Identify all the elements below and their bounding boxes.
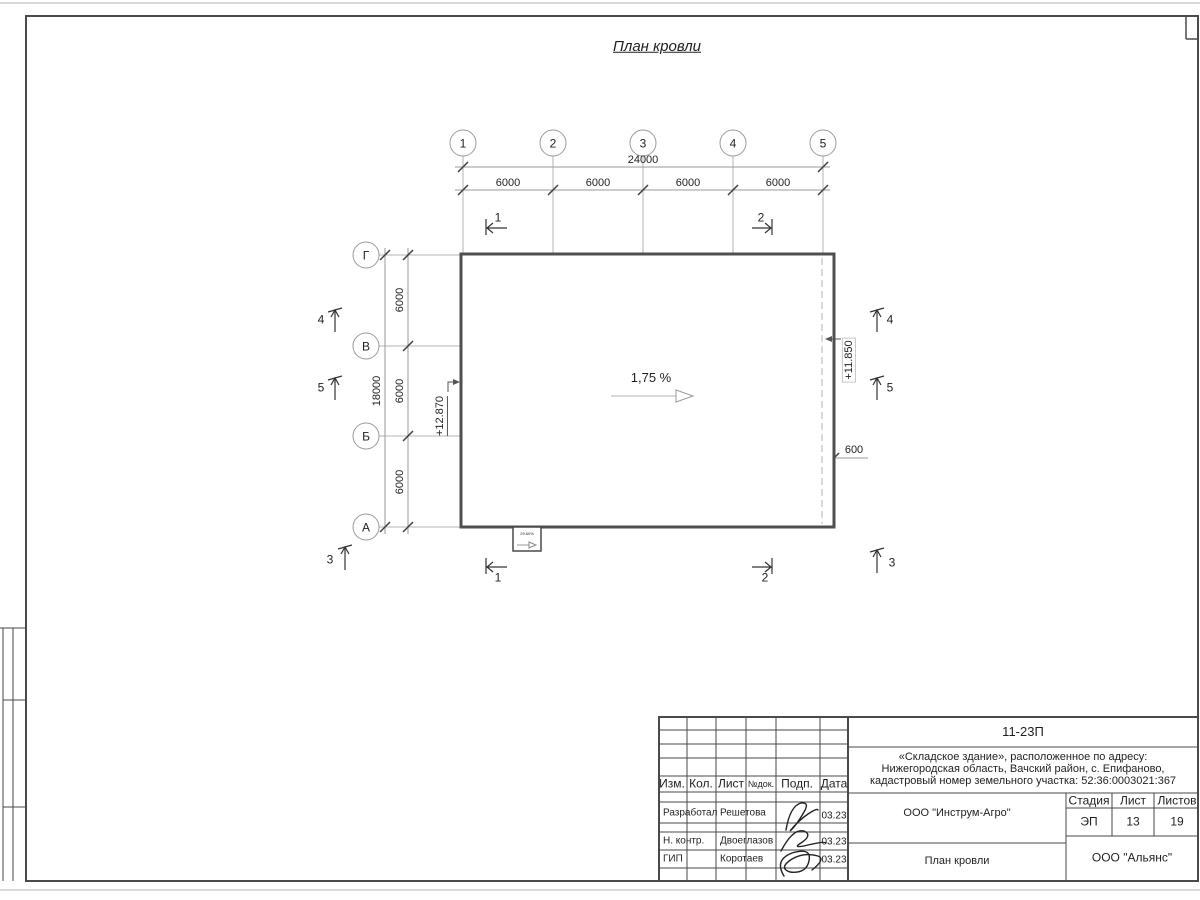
dim-left-seg-2: 6000 bbox=[393, 378, 406, 404]
dim-top-total: 24000 bbox=[627, 153, 659, 166]
section-2-top-label: 2 bbox=[757, 210, 765, 225]
roof-outline bbox=[461, 254, 834, 527]
dim-top-seg-1: 6000 bbox=[495, 176, 521, 189]
row1-role: Разработал bbox=[663, 807, 718, 819]
sheets-value: 19 bbox=[1170, 814, 1184, 829]
section-2-bottom-label: 2 bbox=[761, 570, 769, 585]
row2-role: Н. контр. bbox=[663, 835, 705, 847]
elevation-left: +12.870 bbox=[434, 396, 448, 436]
doc-number: 11-23П bbox=[1002, 723, 1044, 739]
section-1-bottom-label: 1 bbox=[494, 570, 502, 585]
signatures bbox=[780, 803, 826, 876]
project-description-line3: кадастровый номер земельного участка: 52:36:0003021:367 bbox=[869, 774, 1177, 787]
sheet-label: Лист bbox=[1119, 793, 1147, 808]
elevation-right: +11.850 bbox=[843, 337, 855, 382]
col-podp: Подп. bbox=[781, 776, 813, 791]
view-4-left-label: 4 bbox=[317, 312, 325, 327]
view-4-right-arrow-icon bbox=[870, 308, 884, 332]
dim-right-offset: 600 bbox=[844, 443, 864, 456]
col-izm: Изм. bbox=[659, 776, 685, 791]
view-5-right-label: 5 bbox=[886, 380, 894, 395]
col-list: Лист bbox=[717, 776, 745, 791]
axis-label-1: 1 bbox=[459, 136, 467, 151]
sheet-value: 13 bbox=[1126, 814, 1140, 829]
row1-name: Решетова bbox=[720, 807, 766, 819]
left-margin-stamp-lines bbox=[0, 628, 26, 881]
stage-label: Стадия bbox=[1068, 793, 1110, 808]
row2-name: Двоеглазов bbox=[720, 835, 774, 847]
sheets-label: Листов bbox=[1157, 793, 1197, 808]
row1-date: 03.23 bbox=[821, 810, 847, 822]
axis-label-3: 3 bbox=[639, 136, 647, 151]
dim-top-seg-2: 6000 bbox=[585, 176, 611, 189]
view-5-left-arrow-icon bbox=[328, 376, 342, 400]
signature-gip bbox=[780, 851, 820, 876]
section-1-top-label: 1 bbox=[494, 210, 502, 225]
row3-date: 03.23 bbox=[821, 854, 847, 866]
col-data: Дата bbox=[820, 776, 848, 791]
view-3-right-label: 3 bbox=[888, 555, 896, 570]
signature-control bbox=[781, 831, 826, 851]
col-kol: Кол. bbox=[689, 776, 713, 791]
axis-label-5: 5 bbox=[819, 136, 827, 151]
view-3-left-label: 3 bbox=[326, 552, 334, 567]
axis-label-g: Г bbox=[362, 248, 370, 263]
view-5-left-label: 5 bbox=[317, 380, 325, 395]
elevation-leader-left-icon bbox=[448, 379, 460, 392]
view-4-right-label: 4 bbox=[886, 312, 894, 327]
company-name: ООО "Инструм-Агро" bbox=[903, 806, 1011, 819]
axis-label-a: А bbox=[361, 520, 371, 535]
dim-top-seg-4: 6000 bbox=[765, 176, 791, 189]
view-5-right-arrow-icon bbox=[870, 376, 884, 400]
view-3-right-arrow-icon bbox=[870, 548, 884, 573]
axis-label-4: 4 bbox=[729, 136, 737, 151]
dim-top-seg-3: 6000 bbox=[675, 176, 701, 189]
view-4-left-arrow-icon bbox=[328, 308, 342, 332]
page-title: План кровли bbox=[613, 37, 701, 55]
stage-value: ЭП bbox=[1080, 814, 1098, 829]
view-3-left-arrow-icon bbox=[338, 545, 352, 570]
axis-label-v: В bbox=[361, 339, 371, 354]
slope-value: 1,75 % bbox=[630, 369, 672, 385]
col-ndok: №док. bbox=[747, 779, 775, 790]
dim-left-seg-3: 6000 bbox=[393, 469, 406, 495]
roof-detail-note: 29.60% bbox=[520, 531, 534, 536]
row2-date: 03.23 bbox=[821, 836, 847, 848]
signature-developer bbox=[786, 803, 818, 831]
drawing-title: План кровли bbox=[924, 854, 990, 867]
axis-label-2: 2 bbox=[549, 136, 557, 151]
dim-left-seg-1: 6000 bbox=[393, 287, 406, 313]
dim-left-total: 18000 bbox=[370, 375, 383, 407]
row3-name: Коротаев bbox=[720, 853, 764, 865]
org-name: ООО "Альянс" bbox=[1091, 850, 1173, 865]
axis-label-b: Б bbox=[362, 429, 370, 444]
project-description-line1: «Складское здание», расположенное по адресу: bbox=[898, 750, 1148, 763]
project-description-line2: Нижегородская область, Вачский район, с. Епифаново, bbox=[881, 762, 1165, 775]
row3-role: ГИП bbox=[663, 853, 683, 865]
